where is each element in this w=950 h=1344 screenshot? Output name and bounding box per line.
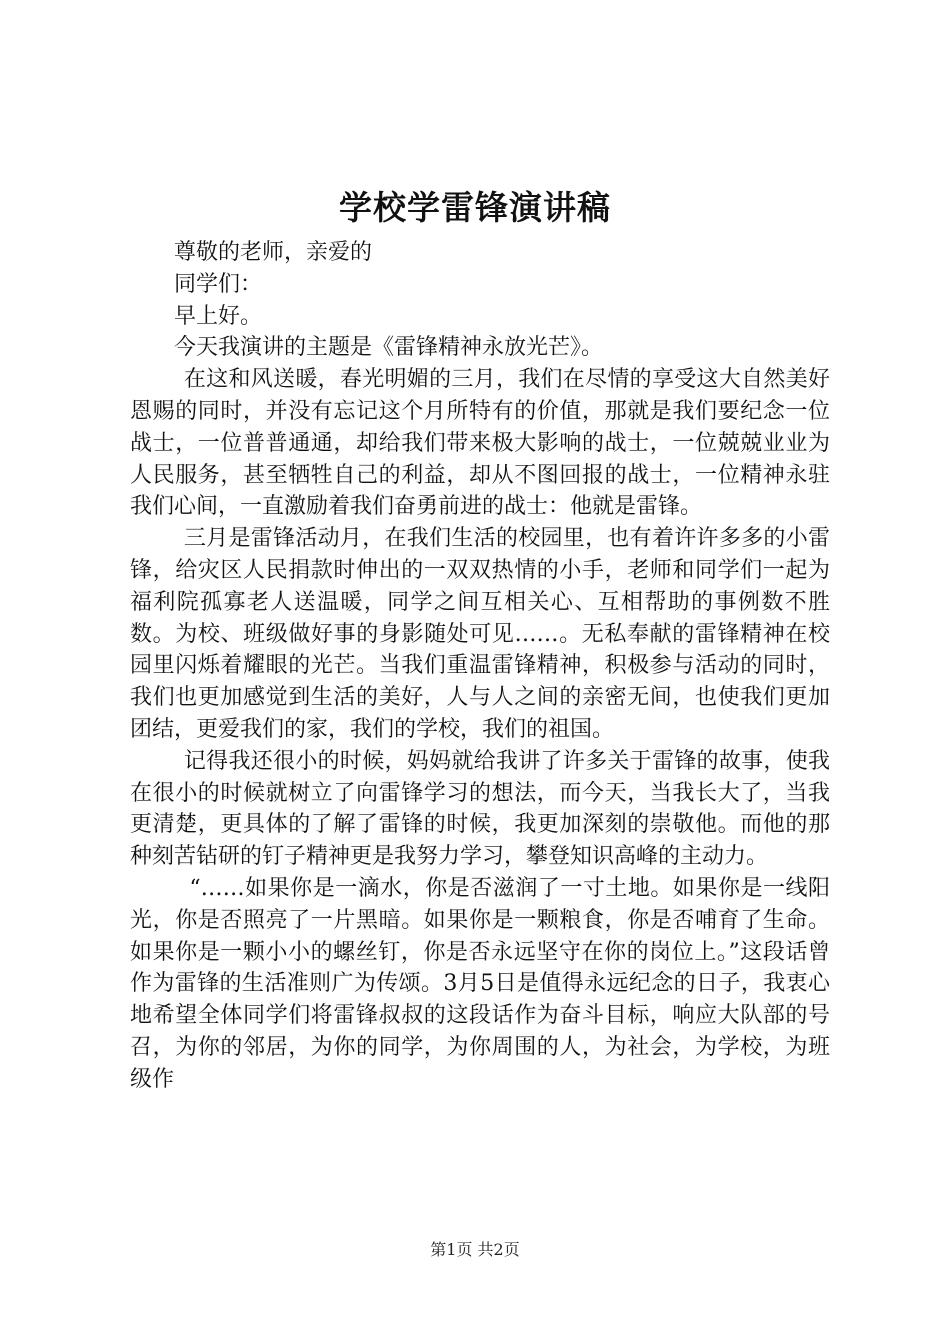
document-body xyxy=(130,237,830,1096)
document-title: 学校学雷锋演讲稿 xyxy=(339,188,611,227)
greeting-line-continued: 同学们： xyxy=(174,271,263,297)
salutation: 早上好。 xyxy=(174,303,263,329)
paragraph-campus: 三月是雷锋活动月，在我们生活的校园里，也有着许许多多的小雷锋，给灾区人民捐款时伸出的一双双热情的小手，老师和同学们一起为福利院孤寡老人送温暖，同学之间互相关心、互相帮助的事例数不胜数。为校、班级做好事的身影随处可见……。无私奉献的雷锋精神在校园里闪烁着耀眼的光芒。当我们重温雷锋精神，积极参与活动的同时，我们也更加感觉到生活的美好，人与人之间的亲密无间，也使我们更加团结，更爱我们的家，我们的学校，我们的祖国。 xyxy=(130,526,830,742)
page-footer: 第1页 共2页 xyxy=(430,1240,520,1259)
paragraph-quote: “……如果你是一滴水，你是否滋润了一寸土地。如果你是一线阳光，你是否照亮了一片黑暗。如果你是一颗粮食，你是否哺育了生命。如果你是一颗小小的螺丝钉，你是否永远坚守在你的岗位上。”这段话曾作为雷锋的生活准则广为传颂。3月5日是值得永远纪念的日子，我衷心地希望全体同学们将雷锋叔叔的这段话作为奋斗目标，响应大队部的号召，为你的邻居，为你的同学，为你周围的人，为社会，为学校，为班级作 xyxy=(130,875,830,1092)
paragraph-march: 在这和风送暖，春光明媚的三月，我们在尽情的享受这大自然美好恩赐的同时，并没有忘记这个月所特有的价值，那就是我们要纪念一位战士，一位普普通通，却给我们带来极大影响的战士，一位兢兢业业为人民服务，甚至牺牲自己的利益，却从不图回报的战士，一位精神永驻我们心间，一直激励着我们奋勇前进的战士：他就是雷锋。 xyxy=(130,367,830,520)
paragraph-childhood: 记得我还很小的时候，妈妈就给我讲了许多关于雷锋的故事，使我在很小的时候就树立了向雷锋学习的想法，而今天，当我长大了，当我更清楚，更具体的了解了雷锋的时候，我更加深刻的崇敬他。而他的那种刻苦钻研的钉子精神更是我努力学习，攀登知识高峰的主动力。 xyxy=(130,748,830,870)
speech-topic: 今天我演讲的主题是《雷锋精神永放光芒》。 xyxy=(174,335,604,361)
greeting-line: 尊敬的老师，亲爱的 xyxy=(174,240,373,265)
